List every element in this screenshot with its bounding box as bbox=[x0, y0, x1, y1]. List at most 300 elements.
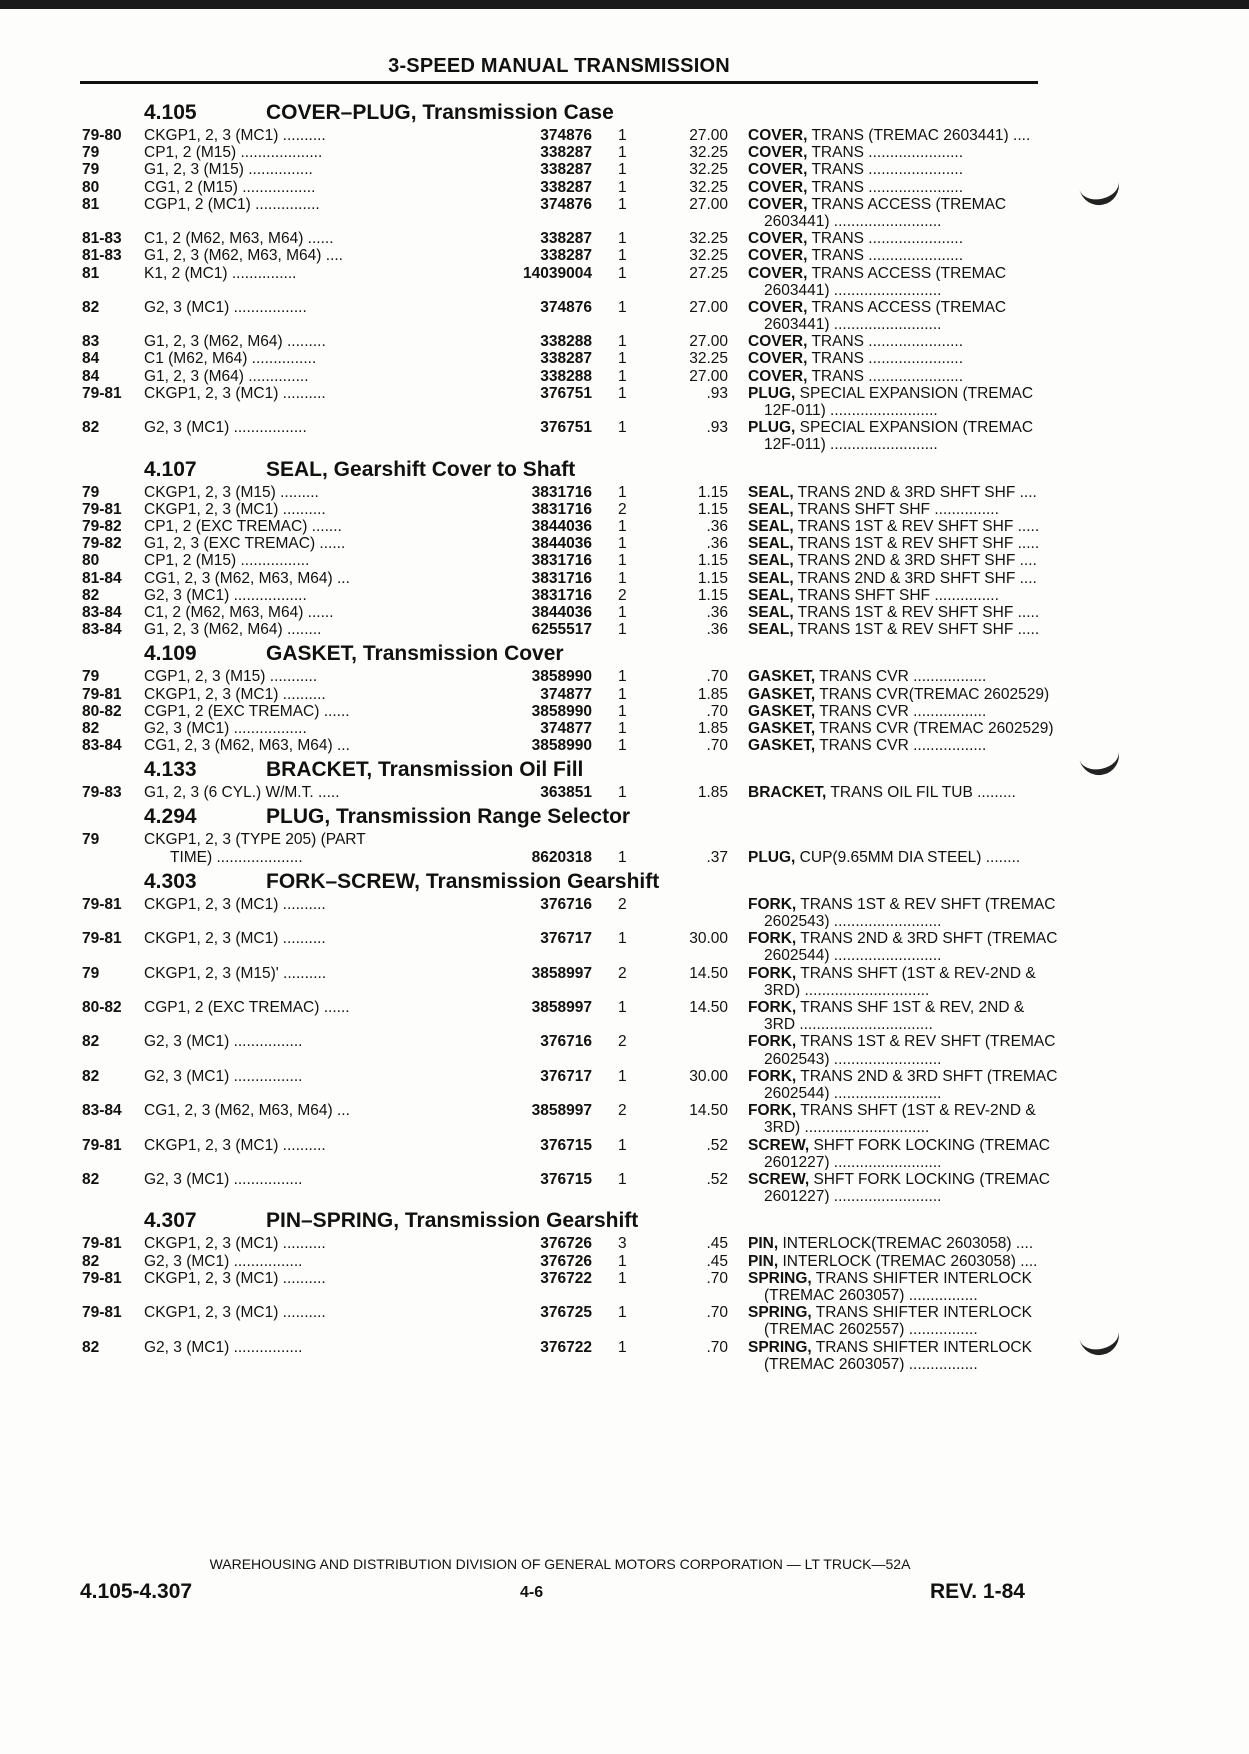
model-year: 79-81 bbox=[82, 895, 122, 913]
description-noun: GASKET, bbox=[748, 668, 816, 685]
description-noun: GASKET, bbox=[748, 685, 816, 702]
quantity: 1 bbox=[618, 350, 627, 368]
model-year: 79 bbox=[82, 831, 100, 849]
description-noun: SCREW, bbox=[748, 1170, 810, 1188]
description-text: TRANS ...................... bbox=[807, 247, 964, 264]
model-year: 82 bbox=[82, 1170, 100, 1188]
quantity: 2 bbox=[618, 500, 627, 518]
application: CKGP1, 2, 3 (MC1) .......... bbox=[144, 384, 326, 402]
model-year: 79 bbox=[82, 483, 100, 501]
part-number: 374877 bbox=[540, 719, 592, 737]
application: CKGP1, 2, 3 (MC1) .......... bbox=[144, 1304, 326, 1322]
application: CKGP1, 2, 3 (MC1) .......... bbox=[144, 895, 326, 913]
description-text: TRANS SHF 1ST & REV, 2ND & bbox=[796, 999, 1025, 1016]
quantity: 1 bbox=[618, 702, 627, 720]
model-year: 79 bbox=[82, 144, 100, 162]
section-title: PIN–SPRING, Transmission Gearshift bbox=[266, 1209, 639, 1233]
quantity: 1 bbox=[618, 264, 627, 282]
description-noun: PLUG, bbox=[748, 419, 796, 436]
part-number: 338287 bbox=[540, 230, 592, 248]
description bbox=[748, 1067, 1120, 1101]
description-text: 2601227) ......................... bbox=[764, 1153, 942, 1170]
section-header bbox=[78, 753, 1050, 783]
section-number: 4.303 bbox=[144, 869, 197, 893]
description-noun: SEAL, bbox=[748, 535, 794, 552]
description-noun: COVER, bbox=[748, 247, 808, 264]
application: CP1, 2 (M15) ................... bbox=[144, 144, 323, 162]
model-year: 82 bbox=[82, 1338, 100, 1356]
description-noun: SEAL, bbox=[748, 552, 794, 569]
part-number: 3831716 bbox=[531, 586, 592, 604]
quantity: 1 bbox=[618, 1170, 627, 1188]
quantity: 2 bbox=[618, 1033, 627, 1051]
section-title: SEAL, Gearshift Cover to Shaft bbox=[266, 457, 576, 481]
section-title: COVER–PLUG, Transmission Case bbox=[266, 101, 614, 124]
list-price: 14.50 bbox=[689, 1102, 728, 1120]
description-text: TRANS 2ND & 3RD SHFT (TREMAC bbox=[796, 930, 1058, 947]
application: CKGP1, 2, 3 (MC1) .......... bbox=[144, 930, 326, 948]
application: G1, 2, 3 (M62, M64) ......... bbox=[144, 333, 326, 351]
description bbox=[748, 895, 1120, 929]
application: CKGP1, 2, 3 (TYPE 205) (PART bbox=[144, 831, 366, 849]
model-year: 79-81 bbox=[82, 930, 122, 948]
description-noun: FORK, bbox=[748, 930, 797, 947]
part-number: 376715 bbox=[540, 1136, 592, 1154]
section-number: 4.109 bbox=[144, 642, 197, 666]
quantity: 2 bbox=[618, 586, 627, 604]
description-noun: PIN, bbox=[748, 1252, 779, 1269]
part-row bbox=[78, 500, 1050, 517]
list-price: .70 bbox=[706, 1338, 728, 1356]
description-text: TRANS SHIFTER INTERLOCK bbox=[811, 1269, 1032, 1286]
model-year: 79-82 bbox=[82, 535, 122, 553]
model-year: 82 bbox=[82, 1033, 100, 1051]
quantity: 1 bbox=[618, 685, 627, 703]
model-year: 79 bbox=[82, 964, 100, 982]
description-text: (TREMAC 2603057) ................ bbox=[764, 1286, 978, 1304]
application: G1, 2, 3 (M62, M64) ........ bbox=[144, 621, 322, 639]
part-number: 374877 bbox=[540, 685, 592, 703]
description-text: TRANS (TREMAC 2603441) .... bbox=[807, 127, 1031, 144]
list-price: .70 bbox=[706, 1269, 728, 1287]
description-noun: FORK, bbox=[748, 1067, 797, 1084]
list-price: .36 bbox=[706, 621, 728, 639]
description-noun: COVER, bbox=[748, 367, 808, 384]
quantity: 1 bbox=[618, 247, 627, 265]
part-row bbox=[78, 178, 1050, 195]
part-number: 8620318 bbox=[531, 848, 592, 866]
quantity: 2 bbox=[618, 1102, 627, 1120]
description-text: 2602543) ......................... bbox=[764, 913, 942, 930]
application: CP1, 2 (EXC TREMAC) ....... bbox=[144, 518, 342, 536]
quantity: 1 bbox=[618, 1136, 627, 1154]
quantity: 1 bbox=[618, 569, 627, 587]
description-text: TRANS ...................... bbox=[807, 230, 964, 247]
description-text: TRANS 1ST & REV SHFT SHF ..... bbox=[793, 535, 1040, 552]
footer-page-number: 4-6 bbox=[520, 1584, 544, 1601]
part-row bbox=[78, 685, 1050, 702]
list-price: .45 bbox=[706, 1235, 728, 1253]
description-noun: FORK, bbox=[748, 964, 797, 981]
part-number: 363851 bbox=[540, 784, 592, 802]
description-text: 2603441) ......................... bbox=[764, 281, 942, 298]
list-price: .52 bbox=[706, 1170, 728, 1188]
application: CKGP1, 2, 3 (M15)' .......... bbox=[144, 964, 327, 982]
quantity: 1 bbox=[618, 518, 627, 536]
description bbox=[748, 702, 1120, 719]
model-year: 79-81 bbox=[82, 1136, 122, 1154]
description bbox=[748, 246, 1120, 263]
description-noun: SPRING, bbox=[748, 1269, 812, 1286]
model-year: 83-84 bbox=[82, 621, 122, 639]
list-price: 27.00 bbox=[689, 333, 728, 351]
model-year: 79-81 bbox=[82, 1304, 122, 1322]
description bbox=[748, 667, 1120, 684]
part-number: 3831716 bbox=[531, 500, 592, 518]
list-price: 1.85 bbox=[697, 685, 728, 703]
list-price: 27.00 bbox=[689, 195, 728, 213]
part-row bbox=[78, 195, 1050, 229]
quantity: 1 bbox=[618, 930, 627, 948]
part-number: 14039004 bbox=[523, 264, 592, 282]
description-noun: COVER, bbox=[748, 230, 808, 247]
description-noun: SPRING, bbox=[748, 1304, 812, 1321]
section-title: BRACKET, Transmission Oil Fill bbox=[266, 758, 584, 782]
description bbox=[748, 620, 1120, 637]
model-year: 83-84 bbox=[82, 603, 122, 621]
application: C1 (M62, M64) ............... bbox=[144, 350, 317, 368]
description-noun: COVER, bbox=[748, 264, 808, 281]
page-title: 3-SPEED MANUAL TRANSMISSION bbox=[388, 55, 730, 77]
part-row bbox=[78, 298, 1050, 332]
description-noun: GASKET, bbox=[748, 737, 816, 754]
part-row bbox=[78, 349, 1050, 366]
part-row bbox=[78, 964, 1050, 998]
description-text: TRANS ACCESS (TREMAC bbox=[807, 264, 1007, 281]
part-number: 338288 bbox=[540, 367, 592, 385]
list-price: .70 bbox=[706, 668, 728, 686]
model-year: 79-81 bbox=[82, 1235, 122, 1253]
list-price: 1.15 bbox=[697, 500, 728, 518]
application: CG1, 2 (M15) ................. bbox=[144, 178, 316, 196]
description-text: TRANS 1ST & REV SHFT SHF ..... bbox=[793, 621, 1040, 638]
description-noun: SCREW, bbox=[748, 1136, 810, 1153]
part-row bbox=[78, 1170, 1050, 1204]
description-text: 2602544) ......................... bbox=[764, 1084, 942, 1102]
part-number: 338287 bbox=[540, 161, 592, 179]
part-row bbox=[78, 702, 1050, 719]
description bbox=[748, 998, 1120, 1032]
list-price: 14.50 bbox=[689, 999, 728, 1017]
description-noun: COVER, bbox=[748, 195, 808, 212]
application: G2, 3 (MC1) ................. bbox=[144, 586, 307, 604]
quantity: 1 bbox=[618, 298, 627, 316]
part-row bbox=[78, 719, 1054, 737]
section-header bbox=[78, 1204, 1050, 1234]
description-text: TRANS SHFT (1ST & REV-2ND & bbox=[796, 964, 1036, 981]
description-noun: COVER, bbox=[748, 333, 808, 350]
part-row bbox=[78, 998, 1050, 1032]
part-number: 376715 bbox=[540, 1170, 592, 1188]
description-text: 2601227) ......................... bbox=[764, 1188, 942, 1205]
description-text: TRANS SHFT SHF ............... bbox=[793, 586, 999, 603]
part-row bbox=[78, 1303, 1050, 1337]
quantity: 1 bbox=[618, 621, 627, 639]
part-number: 376717 bbox=[540, 1067, 592, 1085]
part-number: 3844036 bbox=[531, 518, 592, 536]
part-number: 3831716 bbox=[531, 552, 592, 570]
part-row bbox=[78, 126, 1050, 143]
description bbox=[748, 1032, 1120, 1066]
section-number: 4.107 bbox=[144, 457, 197, 481]
list-price: 1.15 bbox=[697, 586, 728, 604]
part-number: 376725 bbox=[540, 1304, 592, 1322]
application: G2, 3 (MC1) ................ bbox=[144, 1338, 303, 1356]
part-number: 3858997 bbox=[531, 999, 592, 1017]
description-text: TRANS ACCESS (TREMAC bbox=[807, 298, 1007, 316]
part-number: 376716 bbox=[540, 1033, 592, 1051]
description bbox=[748, 1170, 1120, 1204]
description-noun: GASKET, bbox=[748, 719, 816, 737]
part-row bbox=[78, 1067, 1058, 1102]
application: CKGP1, 2, 3 (MC1) .......... bbox=[144, 1269, 326, 1287]
model-year: 82 bbox=[82, 1252, 100, 1270]
list-price: 1.85 bbox=[697, 719, 728, 737]
application: G2, 3 (MC1) ................ bbox=[144, 1033, 303, 1051]
description-text: 3RD ............................... bbox=[764, 1016, 933, 1033]
application: CGP1, 2, 3 (M15) ........... bbox=[144, 668, 318, 686]
model-year: 79-80 bbox=[82, 127, 122, 144]
description bbox=[748, 1252, 1120, 1269]
description-noun: SEAL, bbox=[748, 500, 794, 518]
application: C1, 2 (M62, M63, M64) ...... bbox=[144, 230, 334, 248]
list-price: 14.50 bbox=[689, 964, 728, 982]
description-text: TRANS 2ND & 3RD SHFT (TREMAC bbox=[796, 1067, 1058, 1084]
quantity: 2 bbox=[618, 895, 627, 913]
part-number: 376726 bbox=[540, 1252, 592, 1270]
application: CKGP1, 2, 3 (MC1) .......... bbox=[144, 685, 326, 703]
model-year: 82 bbox=[82, 719, 100, 737]
list-price: 27.00 bbox=[689, 127, 728, 144]
list-price: .52 bbox=[706, 1136, 728, 1154]
list-price: 32.25 bbox=[689, 161, 728, 179]
description-noun: FORK, bbox=[748, 999, 797, 1016]
part-row bbox=[78, 1252, 1050, 1269]
description-text: TRANS ...................... bbox=[807, 178, 964, 195]
quantity: 1 bbox=[618, 195, 627, 213]
part-number: 376726 bbox=[540, 1235, 592, 1253]
quantity: 1 bbox=[618, 1304, 627, 1322]
part-number: 3858990 bbox=[531, 702, 592, 720]
application: G1, 2, 3 (6 CYL.) W/M.T. ..... bbox=[144, 784, 340, 802]
quantity: 3 bbox=[618, 1235, 627, 1253]
description-text: 2602543) ......................... bbox=[764, 1050, 942, 1067]
part-number: 3858997 bbox=[531, 1102, 592, 1120]
description-noun: BRACKET, bbox=[748, 784, 827, 801]
list-price: 1.85 bbox=[697, 784, 728, 802]
description bbox=[748, 1338, 1120, 1372]
list-price: .37 bbox=[706, 848, 728, 866]
part-number: 338288 bbox=[540, 333, 592, 351]
parts-catalog-body bbox=[78, 96, 1058, 1372]
description-text: SHFT FORK LOCKING (TREMAC bbox=[809, 1170, 1050, 1188]
application: K1, 2 (MC1) ............... bbox=[144, 264, 297, 282]
description bbox=[748, 298, 1120, 332]
model-year: 82 bbox=[82, 1067, 100, 1085]
part-row bbox=[78, 603, 1050, 620]
description-noun: GASKET, bbox=[748, 702, 816, 719]
description bbox=[748, 1136, 1120, 1170]
quantity: 1 bbox=[618, 535, 627, 553]
description bbox=[748, 367, 1120, 384]
description bbox=[748, 1101, 1120, 1135]
description-text: INTERLOCK (TREMAC 2603058) .... bbox=[778, 1252, 1038, 1269]
application: G2, 3 (MC1) ................ bbox=[144, 1067, 303, 1085]
quantity: 1 bbox=[618, 178, 627, 196]
section-header bbox=[78, 637, 1050, 667]
section-header bbox=[78, 96, 1050, 126]
description-text: 2603441) ......................... bbox=[764, 316, 942, 333]
list-price: 27.25 bbox=[689, 264, 728, 282]
description-text: TRANS ...................... bbox=[807, 161, 964, 178]
model-year: 81 bbox=[82, 264, 100, 282]
description-text: TRANS CVR (TREMAC 2602529) bbox=[815, 719, 1054, 737]
part-row bbox=[78, 1032, 1056, 1067]
part-row bbox=[78, 1269, 1050, 1303]
application: G2, 3 (MC1) ................ bbox=[144, 1252, 303, 1270]
part-row bbox=[78, 620, 1050, 637]
application: G1, 2, 3 (M15) ............... bbox=[144, 161, 313, 179]
quantity: 1 bbox=[618, 552, 627, 570]
description bbox=[748, 1234, 1120, 1251]
application: CKGP1, 2, 3 (MC1) .......... bbox=[144, 127, 326, 144]
part-number: 3844036 bbox=[531, 603, 592, 621]
quantity: 1 bbox=[618, 1252, 627, 1270]
part-row bbox=[78, 517, 1050, 534]
description bbox=[748, 195, 1120, 229]
model-year: 79 bbox=[82, 161, 100, 179]
footer-section-range: 4.105-4.307 bbox=[80, 1580, 193, 1603]
description bbox=[748, 483, 1120, 500]
part-number: 376716 bbox=[540, 895, 592, 913]
description-text: TRANS CVR ................. bbox=[815, 668, 987, 685]
description-noun: FORK, bbox=[748, 895, 797, 913]
application: CKGP1, 2, 3 (MC1) .......... bbox=[144, 1235, 326, 1253]
quantity: 1 bbox=[618, 483, 627, 501]
description bbox=[748, 586, 1120, 603]
model-year: 81-83 bbox=[82, 247, 122, 265]
quantity: 1 bbox=[618, 144, 627, 162]
quantity: 1 bbox=[618, 603, 627, 621]
part-row bbox=[78, 483, 1050, 500]
description-text: TRANS ACCESS (TREMAC bbox=[807, 195, 1007, 212]
list-price: 32.25 bbox=[689, 144, 728, 162]
part-row bbox=[78, 736, 1050, 753]
description-text: TRANS 1ST & REV SHFT SHF ..... bbox=[793, 603, 1040, 621]
quantity: 1 bbox=[618, 419, 627, 437]
application: CGP1, 2 (EXC TREMAC) ...... bbox=[144, 702, 350, 720]
part-number: 3858990 bbox=[531, 668, 592, 686]
description bbox=[748, 332, 1120, 349]
description-text: 2603441) ......................... bbox=[764, 212, 942, 230]
description-noun: COVER, bbox=[748, 178, 808, 195]
description-text: TRANS OIL FIL TUB ......... bbox=[826, 784, 1016, 801]
application: G2, 3 (MC1) ................. bbox=[144, 719, 307, 737]
model-year: 79-81 bbox=[82, 1269, 122, 1287]
part-row bbox=[78, 534, 1050, 551]
description-noun: PLUG, bbox=[748, 848, 796, 865]
description bbox=[748, 929, 1120, 963]
description bbox=[748, 517, 1120, 534]
quantity: 1 bbox=[618, 1067, 627, 1085]
description-text: TRANS CVR ................. bbox=[815, 737, 987, 754]
description-text: TRANS 1ST & REV SHFT SHF ..... bbox=[793, 518, 1040, 535]
quantity: 1 bbox=[618, 848, 627, 866]
description-text: TRANS ...................... bbox=[807, 144, 964, 161]
description-noun: PLUG, bbox=[748, 384, 796, 402]
application: G2, 3 (MC1) ................. bbox=[144, 298, 307, 316]
list-price: .36 bbox=[706, 535, 728, 553]
model-year: 79-82 bbox=[82, 518, 122, 536]
footer-division-line: WAREHOUSING AND DISTRIBUTION DIVISION OF GENERAL MOTORS CORPORATION — LT TRUCK—52A bbox=[209, 1556, 911, 1572]
application: CKGP1, 2, 3 (MC1) .......... bbox=[144, 1136, 326, 1154]
quantity: 1 bbox=[618, 1269, 627, 1287]
description bbox=[748, 551, 1120, 568]
application: CG1, 2, 3 (M62, M63, M64) ... bbox=[144, 1102, 350, 1120]
part-number: 338287 bbox=[540, 178, 592, 196]
section-header bbox=[78, 800, 1050, 830]
section-title: FORK–SCREW, Transmission Gearshift bbox=[266, 869, 660, 893]
quantity: 1 bbox=[618, 127, 627, 144]
application: CKGP1, 2, 3 (MC1) .......... bbox=[144, 500, 326, 518]
quantity: 1 bbox=[618, 784, 627, 802]
description-noun: COVER, bbox=[748, 127, 808, 144]
quantity: 1 bbox=[618, 1338, 627, 1356]
description-text: TRANS 1ST & REV SHFT (TREMAC bbox=[796, 1033, 1056, 1050]
description-text: 3RD) ............................. bbox=[764, 1119, 930, 1136]
description-noun: COVER, bbox=[748, 144, 808, 161]
description bbox=[748, 685, 1120, 702]
application: G1, 2, 3 (M62, M63, M64) .... bbox=[144, 247, 343, 265]
part-number: 376751 bbox=[540, 419, 592, 437]
part-row bbox=[78, 667, 1050, 684]
description-noun: FORK, bbox=[748, 1033, 797, 1050]
part-row bbox=[78, 264, 1050, 298]
part-row bbox=[78, 895, 1056, 930]
list-price: 27.00 bbox=[689, 298, 728, 316]
model-year: 79 bbox=[82, 668, 100, 686]
description bbox=[748, 783, 1120, 800]
description-text: TRANS 2ND & 3RD SHFT SHF .... bbox=[793, 569, 1037, 586]
part-number: 338287 bbox=[540, 247, 592, 265]
description-text: TRANS CVR(TREMAC 2602529) bbox=[815, 685, 1050, 702]
description bbox=[748, 229, 1120, 246]
list-price: 32.25 bbox=[689, 178, 728, 196]
top-scan-border bbox=[0, 0, 1249, 9]
description-text: CUP(9.65MM DIA STEEL) ........ bbox=[795, 848, 1021, 865]
model-year: 80 bbox=[82, 178, 100, 196]
part-number: 376722 bbox=[540, 1269, 592, 1287]
description bbox=[748, 1303, 1120, 1337]
part-row bbox=[78, 332, 1050, 349]
part-row bbox=[78, 830, 1050, 864]
description-noun: FORK, bbox=[748, 1102, 797, 1119]
model-year: 84 bbox=[82, 350, 100, 368]
description-noun: COVER, bbox=[748, 161, 808, 178]
list-price: .70 bbox=[706, 1304, 728, 1322]
part-row bbox=[78, 384, 1050, 418]
part-row bbox=[78, 783, 1050, 800]
